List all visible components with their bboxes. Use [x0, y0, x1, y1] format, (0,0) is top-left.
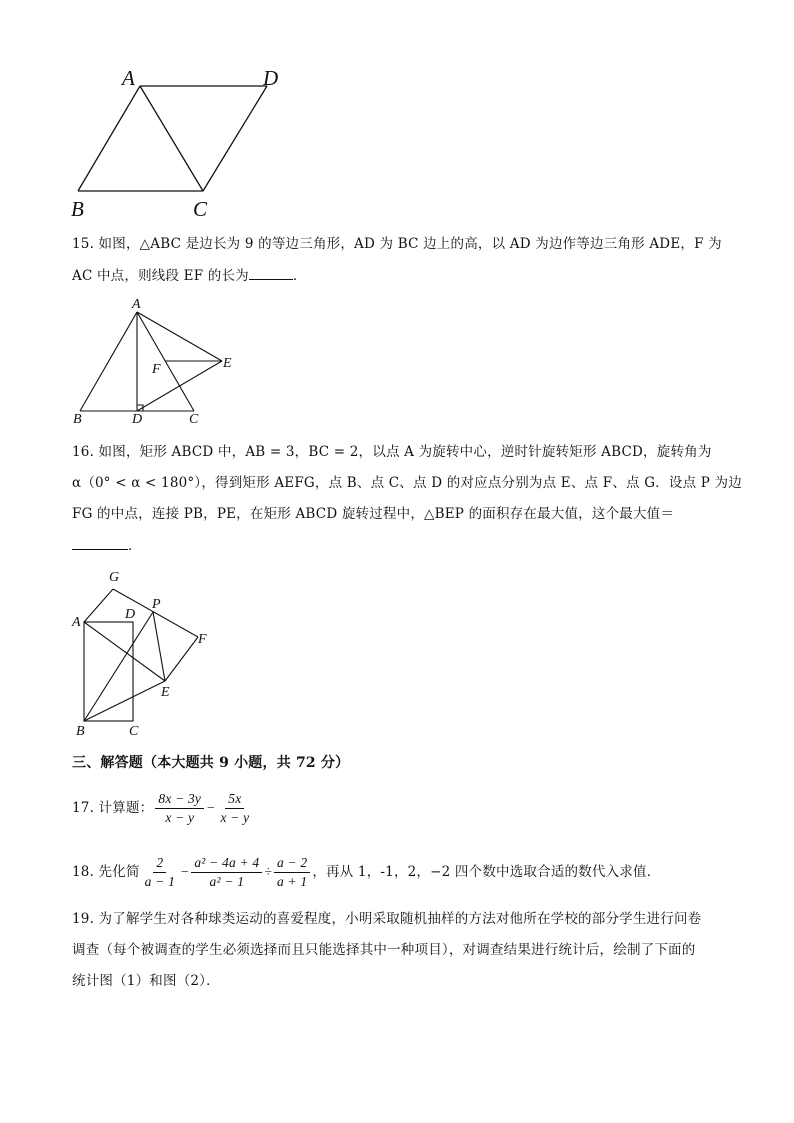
q17-fraction-2	[217, 790, 252, 827]
q17-frac1-denominator: x − y	[165, 809, 195, 825]
edge-fe	[165, 637, 198, 681]
q17-fraction-1	[155, 790, 204, 827]
label-c: C	[189, 412, 199, 427]
q16-line4-end: ．	[128, 538, 142, 554]
edge-de	[137, 361, 222, 411]
label-g: G	[109, 570, 120, 585]
figure-rhombus	[60, 60, 300, 225]
q18-f1-denominator: a − 1	[144, 873, 176, 889]
edge-ae	[137, 312, 222, 361]
q18-operator-2: ÷	[264, 864, 272, 879]
q16-line4	[72, 535, 142, 556]
diagonal-ac	[140, 86, 203, 191]
q17	[72, 788, 254, 828]
q18-suffix: ，再从 1，-1，2，−2 四个数中选取合适的数代入求值．	[312, 864, 661, 880]
q17-frac1-numerator: 8x − 3y	[155, 790, 204, 809]
label-d: D	[263, 66, 279, 90]
label-a: A	[132, 297, 141, 312]
q17-frac2-denominator: x − y	[220, 809, 250, 825]
edge-cd	[203, 86, 267, 191]
label-b: B	[76, 724, 85, 739]
q15-answer-blank[interactable]	[249, 265, 293, 280]
q16-line3: FG 的中点，连接 PB，PE，在矩形 ABCD 旋转过程中，△BEP 的面积存在最大值，这个最大值＝	[72, 506, 675, 522]
label-b: B	[71, 197, 84, 221]
label-e: E	[223, 356, 232, 371]
q15-line2-end: ．	[292, 268, 307, 284]
rectangle-abcd	[84, 622, 133, 721]
figure-equilateral-triangles	[65, 290, 245, 430]
q18-fraction-3	[274, 854, 310, 891]
q18-fraction-2	[191, 854, 262, 891]
label-a: A	[122, 66, 135, 90]
label-a: A	[72, 615, 81, 630]
q18-f2-denominator: a² − 1	[209, 873, 245, 889]
segment-pe	[153, 612, 165, 681]
edge-ab	[80, 312, 137, 411]
edge-ab	[78, 86, 140, 191]
q18-f1-numerator: 2	[153, 854, 166, 873]
edge-ag	[84, 589, 113, 622]
label-c: C	[193, 197, 208, 221]
label-d: D	[125, 607, 136, 622]
q18-f2-numerator: a² − 4a + 4	[191, 854, 262, 873]
edge-ae	[84, 622, 165, 681]
q17-frac2-numerator: 5x	[225, 790, 244, 809]
label-e: E	[161, 685, 170, 700]
q19-line3: 统计图（1）和图（2）．	[72, 973, 220, 989]
label-c: C	[129, 724, 139, 739]
q15-line2-text: AC 中点，则线段 EF 的长为	[72, 268, 249, 284]
q18-f3-denominator: a + 1	[276, 873, 308, 889]
label-f: F	[152, 362, 161, 377]
q16-line2: α（0° < α < 180°），得到矩形 AEFG，点 B、点 C、点 D 的对应点分别为点 E、点 F、点 G．设点 P 为边	[72, 475, 742, 491]
q18-operator-1: −	[180, 864, 190, 879]
figure-rotated-rectangle	[65, 560, 225, 740]
label-d: D	[132, 412, 143, 427]
section-heading: 三、解答题（本大题共 9 小题，共 72 分）	[72, 755, 350, 771]
q19-line1: 19. 为了解学生对各种球类运动的喜爱程度，小明采取随机抽样的方法对他所在学校的部分学生进行问卷	[72, 911, 702, 927]
q15-line1: 15. 如图，△ABC 是边长为 9 的等边三角形，AD 为 BC 边上的高，以 AD 为边作等边三角形 ADE，F 为	[72, 236, 722, 252]
segment-pb	[84, 612, 153, 721]
q19-line2: 调查（每个被调查的学生必须选择而且只能选择其中一种项目），对调查结果进行统计后，绘制了下面的	[72, 942, 696, 958]
q17-prefix: 17. 计算题：	[72, 800, 154, 816]
q15-line2	[72, 265, 307, 286]
q17-operator: −	[206, 800, 216, 815]
q18-f3-numerator: a − 2	[274, 854, 310, 873]
label-p: P	[152, 597, 161, 612]
label-f: F	[198, 632, 207, 647]
q18-prefix: 18. 先化简	[72, 864, 140, 880]
q18	[72, 852, 660, 892]
q18-fraction-1	[142, 854, 178, 891]
q16-line1: 16. 如图，矩形 ABCD 中，AB = 3，BC = 2，以点 A 为旋转中心，逆时针旋转矩形 ABCD，旋转角为	[72, 444, 712, 460]
q16-answer-blank[interactable]	[72, 535, 128, 550]
label-b: B	[73, 412, 82, 427]
